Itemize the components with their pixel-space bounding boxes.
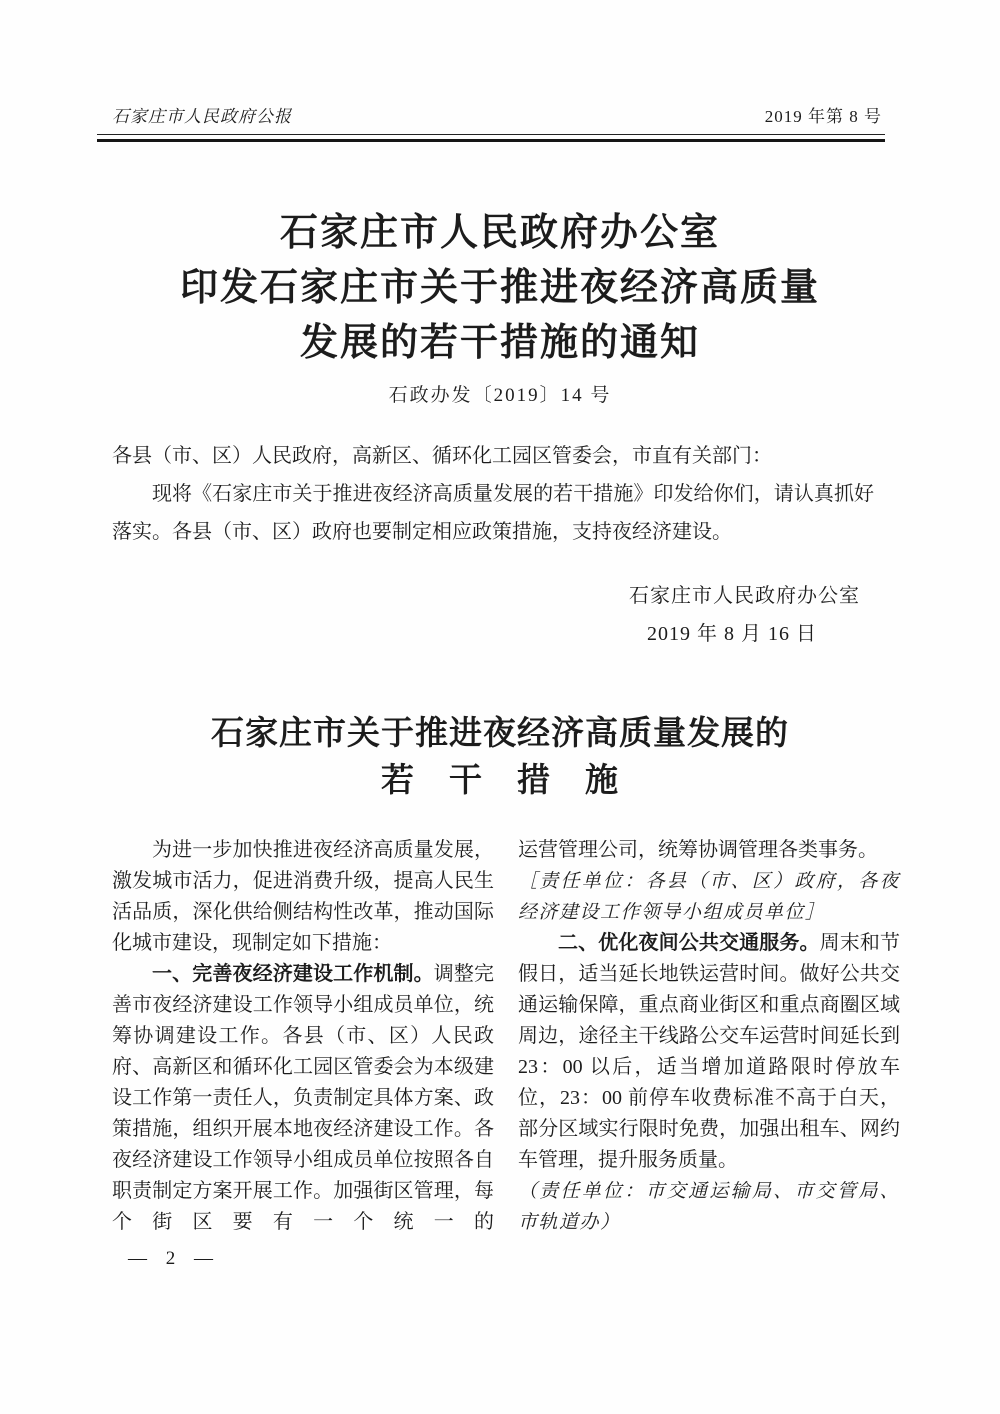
measures-title: [0, 711, 1000, 805]
signature-date: 2019 年 8 月 16 日: [647, 623, 817, 645]
measure-1-paragraph: [112, 959, 494, 1238]
issue-number: 2019 年第 8 号: [764, 107, 882, 126]
measure-1-text-left: 调整完善市夜经济建设工作领导小组成员单位，统筹协调建设工作。各县（市、区）人民政府、高新区和循环化工园区管委会为本级建设工作第一责任人，负责制定具体方案、政策措施，组织开展本地夜经济建设工作。各夜经济建设工作领导小组成员单位按照各自职责制定方案开展工作。加强街区管理，每个街区要有一个统一的: [112, 963, 494, 1233]
column-left: [112, 835, 494, 1238]
measure-2-text: 周末和节假日，适当延长地铁运营时间。做好公共交通运输保障，重点商业街区和重点商圈区域周边，途径主干线路公交车运营时间延长到 23：00 以后，适当增加道路限时停放车位，23：00 前停车收费标准不高于白天，部分区域实行限时免费，加强出租车、网约车管理，提升服务质量。: [518, 932, 900, 1171]
notice-title-line-3: 发展的若干措施的通知: [299, 322, 700, 364]
document-number: 石政办发〔2019〕14 号: [388, 385, 612, 406]
page-footer: [128, 1246, 1000, 1272]
page-number: — 2 —: [128, 1248, 215, 1269]
notice-title: [0, 206, 1000, 371]
column-right: [518, 835, 900, 1238]
salutation: 各县（市、区）人民政府，高新区、循环化工园区管委会，市直有关部门：: [112, 445, 772, 467]
notice-title-line-1: 石家庄市人民政府办公室: [279, 212, 720, 254]
notice-title-line-2: 印发石家庄市关于推进夜经济高质量: [179, 267, 820, 309]
signature-block: [0, 577, 1000, 653]
gazette-name: 石家庄市人民政府公报: [112, 107, 292, 126]
page-header: [112, 106, 882, 128]
measures-title-line-2: 若 干 措 施: [381, 763, 619, 799]
measure-2-paragraph: [518, 928, 900, 1176]
measure-1-heading: 一、完善夜经济建设工作机制。: [152, 963, 434, 985]
measures-title-line-1: 石家庄市关于推进夜经济高质量发展的: [211, 716, 789, 752]
header-divider-rule: [97, 134, 885, 142]
measure-2-responsibility: （责任单位：市交通运输局、市交管局、市轨道办）: [518, 1181, 900, 1233]
signer-name: 石家庄市人民政府办公室: [629, 585, 860, 607]
measure-1-responsibility: ［责任单位：各县（市、区）政府，各夜经济建设工作领导小组成员单位］: [518, 871, 900, 923]
notice-paragraph: 现将《石家庄市关于推进夜经济高质量发展的若干措施》印发给你们，请认真抓好落实。各县（市、区）政府也要制定相应政策措施，支持夜经济建设。: [112, 483, 874, 543]
intro-paragraph: 为进一步加快推进夜经济高质量发展，激发城市活力，促进消费升级，提高人民生活品质，深化供给侧结构性改革，推动国际化城市建设，现制定如下措施：: [112, 839, 494, 954]
measure-2-heading: 二、优化夜间公共交通服务。: [558, 932, 820, 954]
notice-body: [112, 437, 874, 551]
measure-1-text-continued: 运营管理公司，统筹协调管理各类事务。: [518, 839, 878, 861]
two-column-body: [112, 835, 900, 1238]
